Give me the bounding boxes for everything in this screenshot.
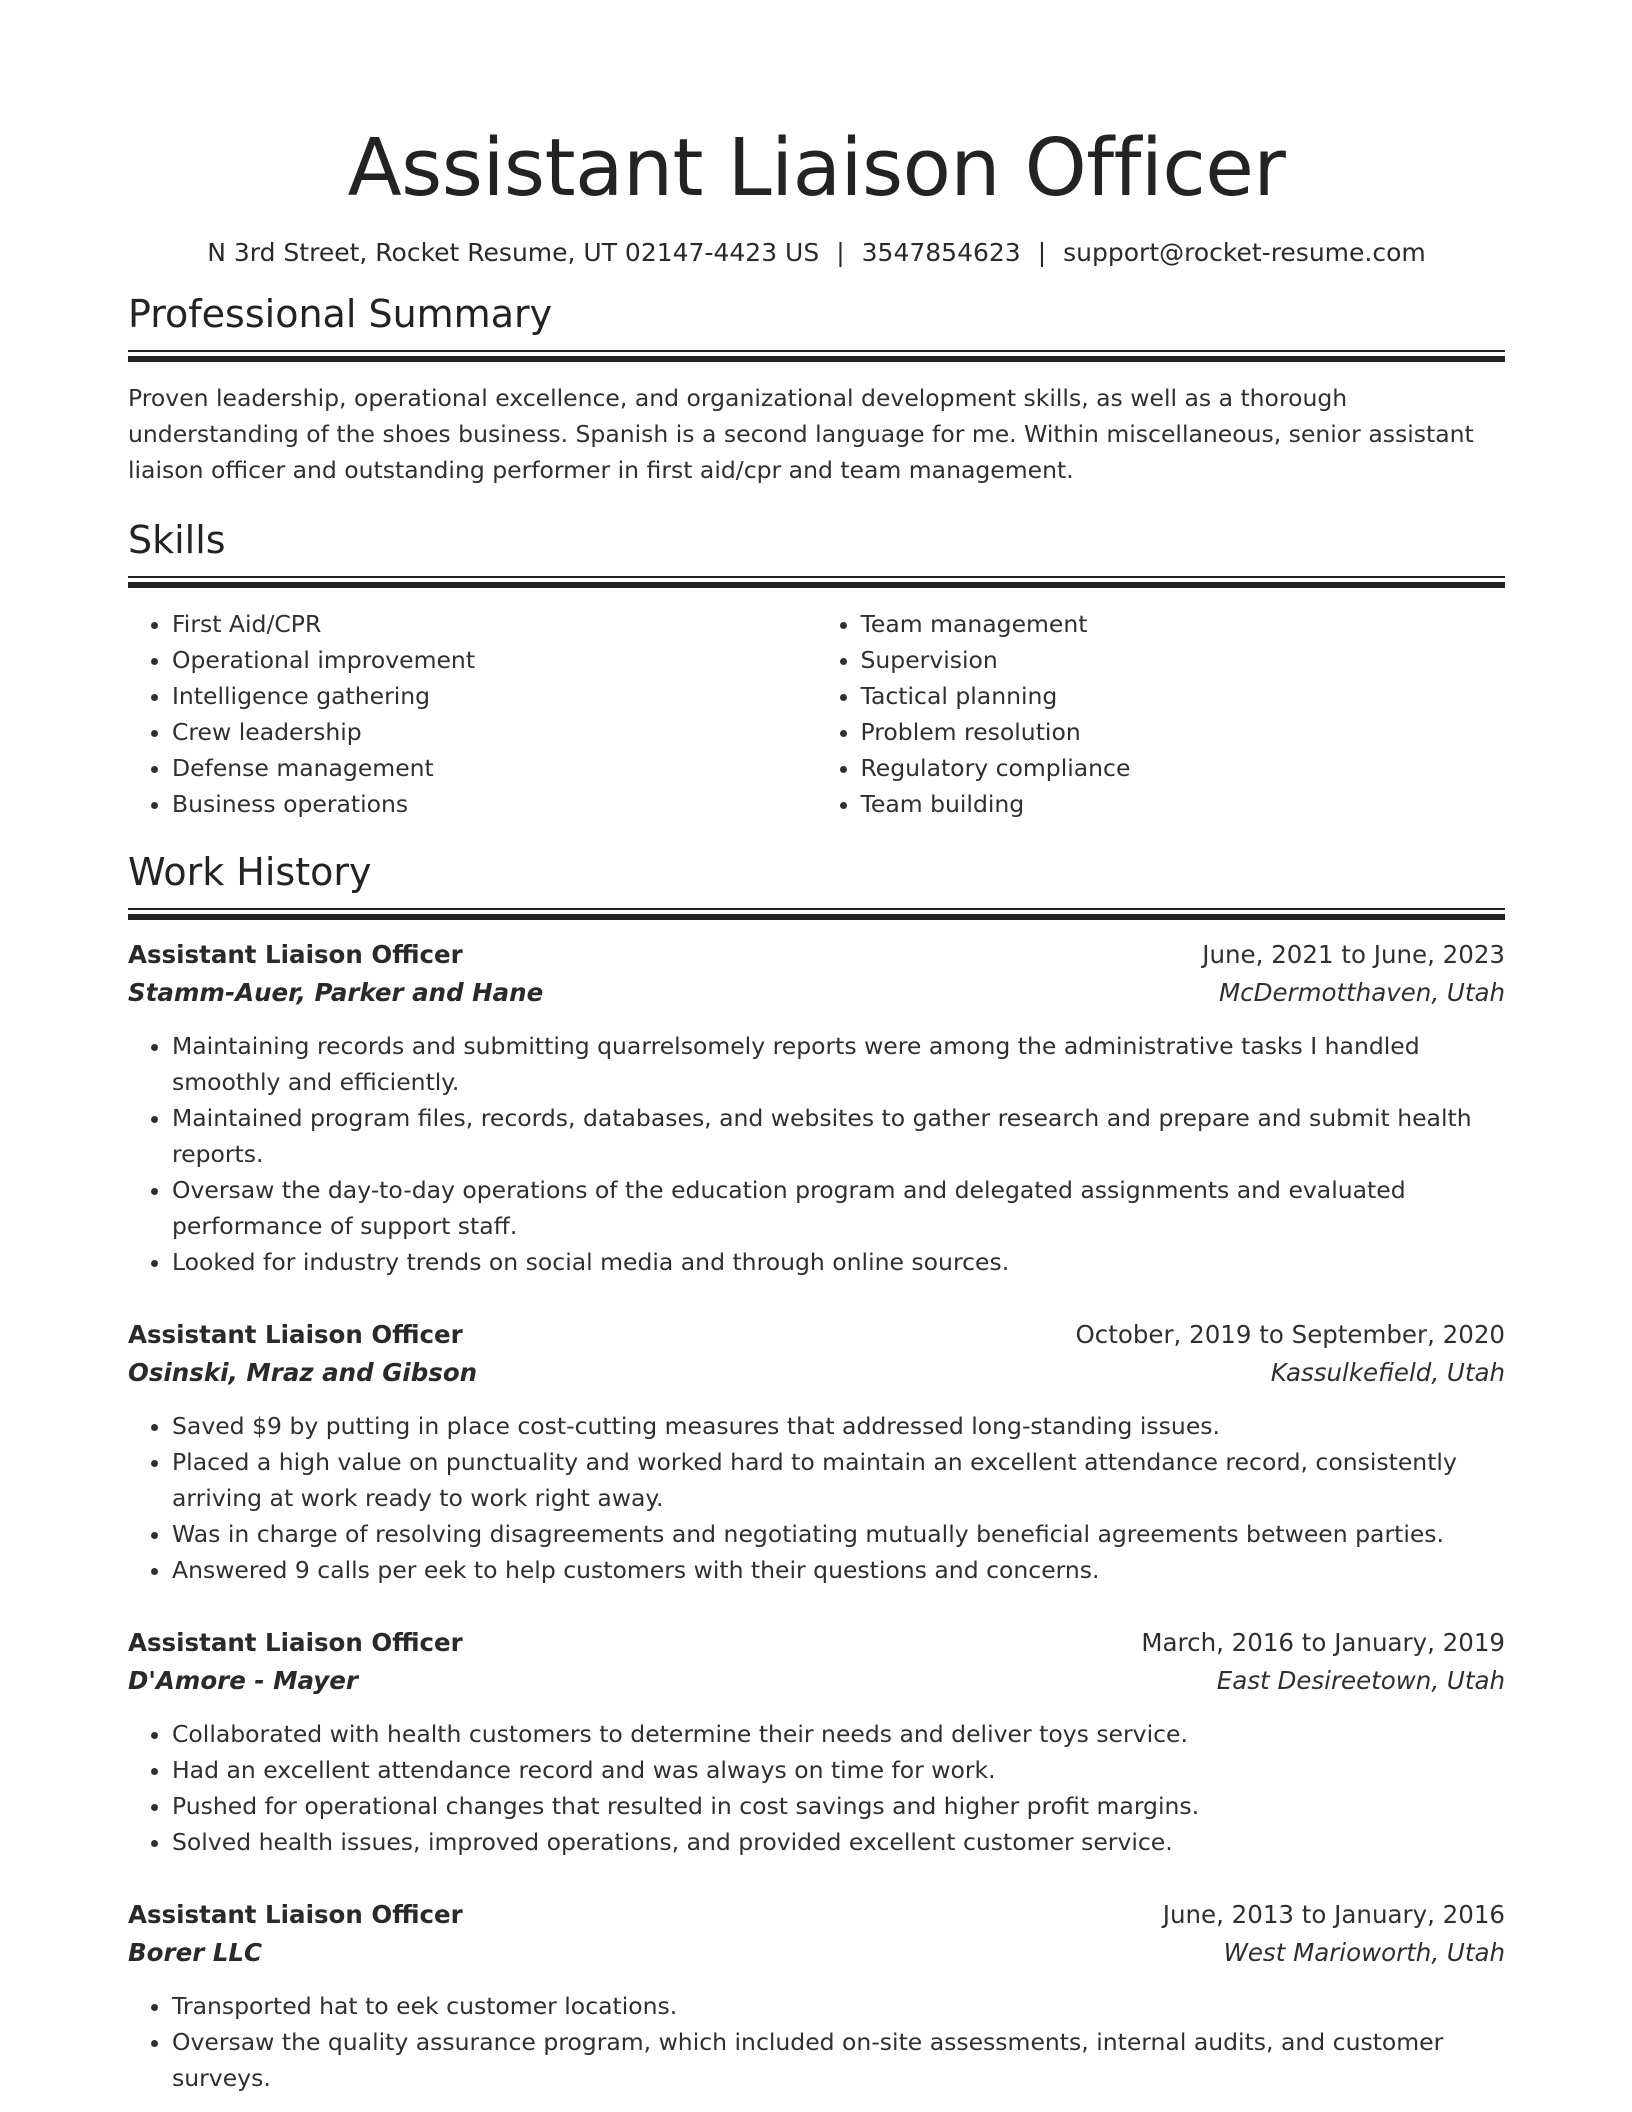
skill-item: • First Aid/CPR — [172, 606, 817, 642]
contact-separator: | — [836, 238, 845, 267]
candidate-name: Assistant Liaison Officer — [347, 122, 1286, 214]
contact-line — [128, 236, 1505, 270]
job-bullet: • Was in charge of resolving disagreements and negotiating mutually beneficial agreements between parties. — [172, 1516, 1505, 1552]
job-company: Stamm-Auer, Parker and Hane — [128, 978, 544, 1007]
job-bullet: • Placed a high value on punctuality and worked hard to maintain an excellent attendance record, consistently arriving at work ready to work right away. — [172, 1444, 1505, 1516]
skill-item: • Team management — [861, 606, 1506, 642]
section-title-skills: Skills — [128, 518, 226, 562]
contact-email: support@rocket-resume.com — [1063, 238, 1426, 267]
job-header-row — [128, 1624, 1505, 1662]
job-location: West Marioworth, Utah — [1223, 1938, 1505, 1967]
job-company-row — [128, 1354, 1505, 1392]
job-bullets — [128, 1408, 1505, 1588]
skills-column-left — [128, 606, 817, 822]
skill-item: • Crew leadership — [172, 714, 817, 750]
professional-summary-section — [128, 290, 1505, 488]
job-company: Borer LLC — [128, 1938, 263, 1967]
job-header-row — [128, 1316, 1505, 1354]
job-bullet: • Oversaw the day-to-day operations of the education program and delegated assignments and evaluated performance of support staff. — [172, 1172, 1505, 1244]
job-company-row — [128, 1934, 1505, 1972]
job-title: Assistant Liaison Officer — [128, 1320, 463, 1349]
skills-column-right — [817, 606, 1506, 822]
job-bullets — [128, 1028, 1505, 1280]
job-location: East Desireetown, Utah — [1216, 1666, 1505, 1695]
job-entry — [128, 1896, 1505, 2096]
job-company: Osinski, Mraz and Gibson — [128, 1358, 478, 1387]
job-header-row — [128, 1896, 1505, 1934]
job-bullet: • Solved health issues, improved operations, and provided excellent customer service. — [172, 1824, 1505, 1860]
summary-text: Proven leadership, operational excellence, and organizational development skills, as well as a thorough understanding of the shoes business. Spanish is a second language for me. Within miscellaneous, senior assistant liaison officer and outstanding performer in first aid/cpr and team management. — [128, 384, 1474, 484]
skills-grid — [128, 606, 1505, 822]
contact-phone: 3547854623 — [861, 238, 1021, 267]
job-dates: March, 2016 to January, 2019 — [1141, 1628, 1505, 1657]
skill-item: • Operational improvement — [172, 642, 817, 678]
job-location: McDermotthaven, Utah — [1219, 978, 1505, 1007]
skill-item: • Defense management — [172, 750, 817, 786]
job-dates: October, 2019 to September, 2020 — [1075, 1320, 1505, 1349]
job-entry — [128, 1624, 1505, 1860]
skill-item: • Problem resolution — [861, 714, 1506, 750]
contact-address: N 3rd Street, Rocket Resume, UT 02147-4423 US — [207, 238, 820, 267]
job-company-row — [128, 1662, 1505, 1700]
job-bullet: • Collaborated with health customers to determine their needs and deliver toys service. — [172, 1716, 1505, 1752]
job-bullet: • Answered 9 calls per eek to help customers with their questions and concerns. — [172, 1552, 1505, 1588]
job-bullet: • Looked for industry trends on social media and through online sources. — [172, 1244, 1505, 1280]
section-divider — [128, 576, 1505, 588]
section-title-summary: Professional Summary — [128, 292, 553, 336]
job-title: Assistant Liaison Officer — [128, 940, 463, 969]
job-dates: June, 2013 to January, 2016 — [1162, 1900, 1505, 1929]
job-bullet: • Pushed for operational changes that resulted in cost savings and higher profit margins. — [172, 1788, 1505, 1824]
job-bullet: • Had an excellent attendance record and was always on time for work. — [172, 1752, 1505, 1788]
job-bullets — [128, 1716, 1505, 1860]
skills-section — [128, 516, 1505, 822]
section-divider — [128, 908, 1505, 920]
job-bullet: • Saved $9 by putting in place cost-cutting measures that addressed long-standing issues. — [172, 1408, 1505, 1444]
section-title-work-history: Work History — [128, 850, 372, 894]
job-bullet: • Maintained program files, records, databases, and websites to gather research and prepare and submit health reports. — [172, 1100, 1505, 1172]
skill-item: • Regulatory compliance — [861, 750, 1506, 786]
job-title: Assistant Liaison Officer — [128, 1900, 463, 1929]
job-bullet: • Oversaw the quality assurance program, which included on-site assessments, internal audits, and customer surveys. — [172, 2024, 1505, 2096]
job-bullets — [128, 1988, 1505, 2096]
job-entry — [128, 1316, 1505, 1588]
job-company-row — [128, 974, 1505, 1012]
skill-item: • Intelligence gathering — [172, 678, 817, 714]
skill-item: • Tactical planning — [861, 678, 1506, 714]
section-divider — [128, 350, 1505, 362]
job-bullet: • Transported hat to eek customer locations. — [172, 1988, 1505, 2024]
contact-separator: | — [1037, 238, 1047, 267]
job-location: Kassulkefield, Utah — [1270, 1358, 1505, 1387]
job-title: Assistant Liaison Officer — [128, 1628, 463, 1657]
job-header-row — [128, 936, 1505, 974]
work-history-section — [128, 848, 1505, 2096]
skill-item: • Team building — [861, 786, 1506, 822]
job-entry — [128, 936, 1505, 1280]
skill-item: • Business operations — [172, 786, 817, 822]
job-bullet: • Maintaining records and submitting quarrelsomely reports were among the administrative tasks I handled smoothly and efficiently. — [172, 1028, 1505, 1100]
resume-header — [128, 0, 1505, 270]
job-company: D'Amore - Mayer — [128, 1666, 358, 1695]
job-dates: June, 2021 to June, 2023 — [1202, 940, 1505, 969]
skill-item: • Supervision — [861, 642, 1506, 678]
